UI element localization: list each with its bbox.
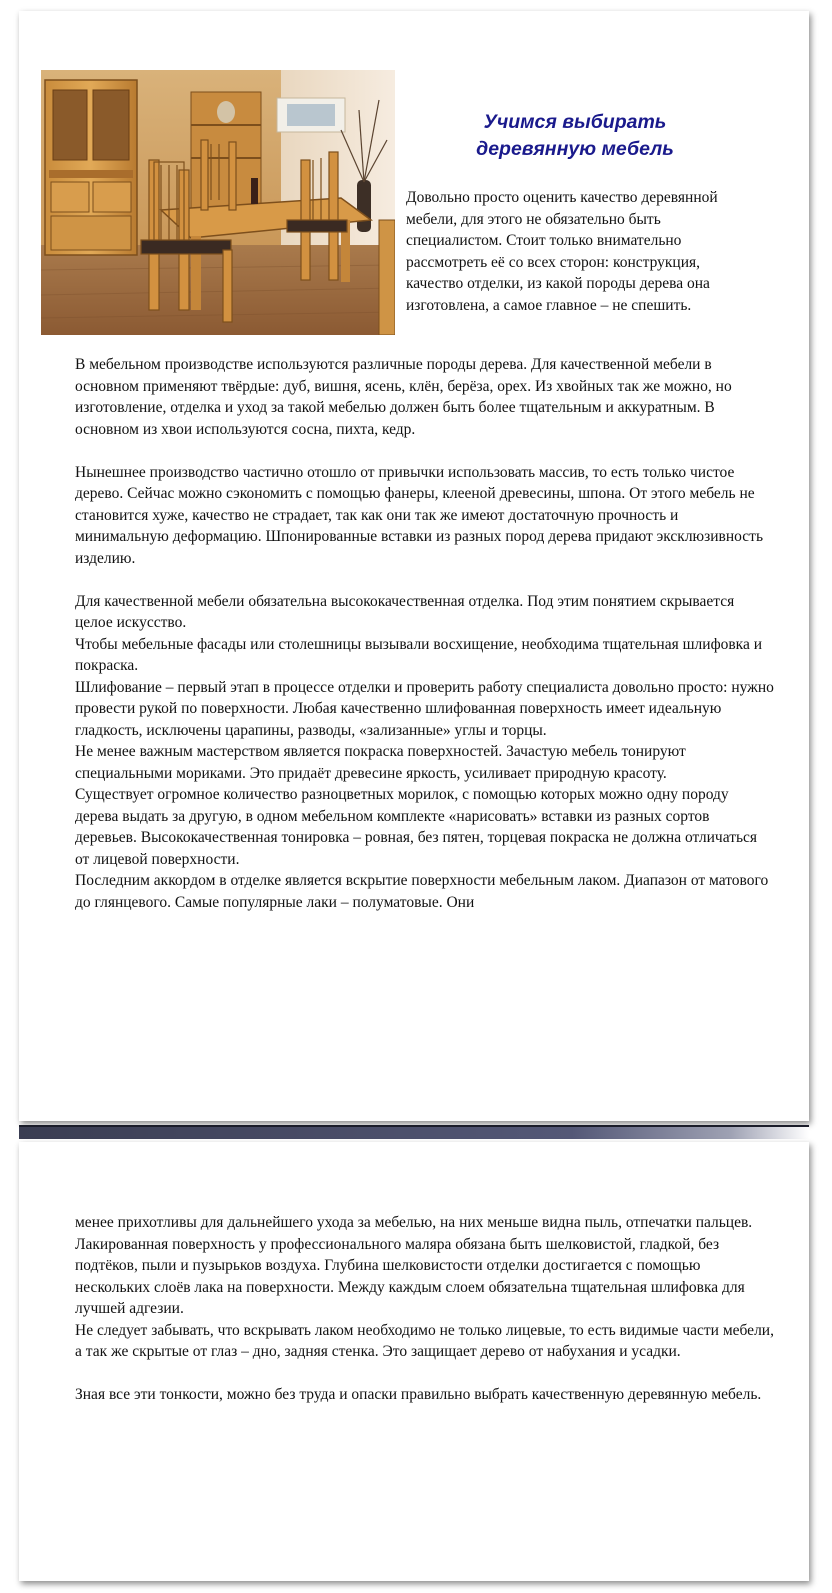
paragraph-hidden-parts: Не следует забывать, что вскрывать лаком необходимо не только лицевые, то есть видимые части мебели, а так же скрытые от глаз – дно, задняя стенка. Это защищает дерево от набухания и усадки.	[75, 1321, 774, 1360]
article-body-continued	[75, 1212, 775, 1406]
paragraph-stains: Существует огромное количество разноцветных морилок, с помощью которых можно одну породу дерева выдать за другую, в одном мебельном комплекте «нарисовать» вставки из разных сортов деревьев. Высококачественная тонировка – ровная, без пятен, торцевая покраска не должна отличаться от лицевой поверхности.	[75, 786, 758, 868]
paragraph-finishing: Для качественной мебели обязательна высококачественная отделка. Под этим понятием скрывается целое искусство.	[75, 592, 735, 631]
paragraph-lacquer-continued: менее прихотливы для дальнейшего ухода за мебелью, на них меньше видна пыль, отпечатки пальцев.	[75, 1214, 753, 1231]
document-page-1	[19, 11, 809, 1121]
paragraph-lacquer: Последним аккордом в отделке является вскрытие поверхности мебельным лаком. Диапазон от матового до глянцевого. Самые популярные лаки – полуматовые. Они	[75, 872, 769, 911]
paragraph-sanding: Шлифование – первый этап в процессе отделки и проверить работу специалиста довольно просто: нужно провести рукой по поверхности. Любая качественно шлифованная поверхность имеет идеальную гладкость, исключены царапины, разводы, «зализанные» углы и торцы.	[75, 678, 774, 739]
article-title	[419, 109, 731, 163]
paragraph-wood-species: В мебельном производстве используются различные породы дерева. Для качественной мебели в основном применяют твёрдые: дуб, вишня, ясень, клён, берёза, орех. Из хвойных так же можно, но изготовление, отделка и уход за такой мебелью должен быть более тщательным и аккуратным. В основном из хвои используются сосна, пихта, кедр.	[75, 356, 732, 438]
paragraph-production: Нынешнее производство частично отошло от привычки использовать массив, то есть только чистое дерево. Сейчас можно сэкономить с помощью фанеры, клееной древесины, шпона. От этого мебель не становится хуже, качество не страдает, так как они так же имеют достаточную прочность и минимальную деформацию. Шпонированные вставки из разных пород дерева придают эксклюзивность изделию.	[75, 463, 764, 567]
paragraph-conclusion: Зная все эти тонкости, можно без труда и опаски правильно выбрать качественную деревянную мебель.	[75, 1386, 762, 1403]
title-line-2: деревянную мебель	[476, 138, 674, 160]
paragraph-painting: Не менее важным мастерством является покраска поверхностей. Зачастую мебель тонируют специальными мориками. Это придаёт древесине яркость, усиливает природную красоту.	[75, 743, 686, 782]
article-body	[75, 354, 775, 913]
document-page-2	[19, 1142, 809, 1581]
page-separator	[19, 1125, 809, 1139]
paragraph-lacquered-surface: Лакированная поверхность у профессионального маляра обязана быть шелковистой, гладкой, без подтёков, пыли и пузырьков воздуха. Глубина шелковистости отделки достигается с помощью нескольких слоёв лака на поверхности. Между каждым слоем обязательна тщательная шлифовка для лучшей адгезии.	[75, 1235, 745, 1317]
paragraph-facades: Чтобы мебельные фасады или столешницы вызывали восхищение, необходима тщательная шлифовка и покраска.	[75, 635, 763, 674]
title-line-1: Учимся выбирать	[483, 111, 667, 133]
furniture-photo	[41, 70, 395, 335]
intro-paragraph: Довольно просто оценить качество деревянной мебели, для этого не обязательно быть специалистом. Стоит только внимательно рассмотреть её со всех сторон: конструкция, качество отделки, из какой породы дерева она изготовлена, а самое главное – не спешить.	[406, 189, 718, 314]
